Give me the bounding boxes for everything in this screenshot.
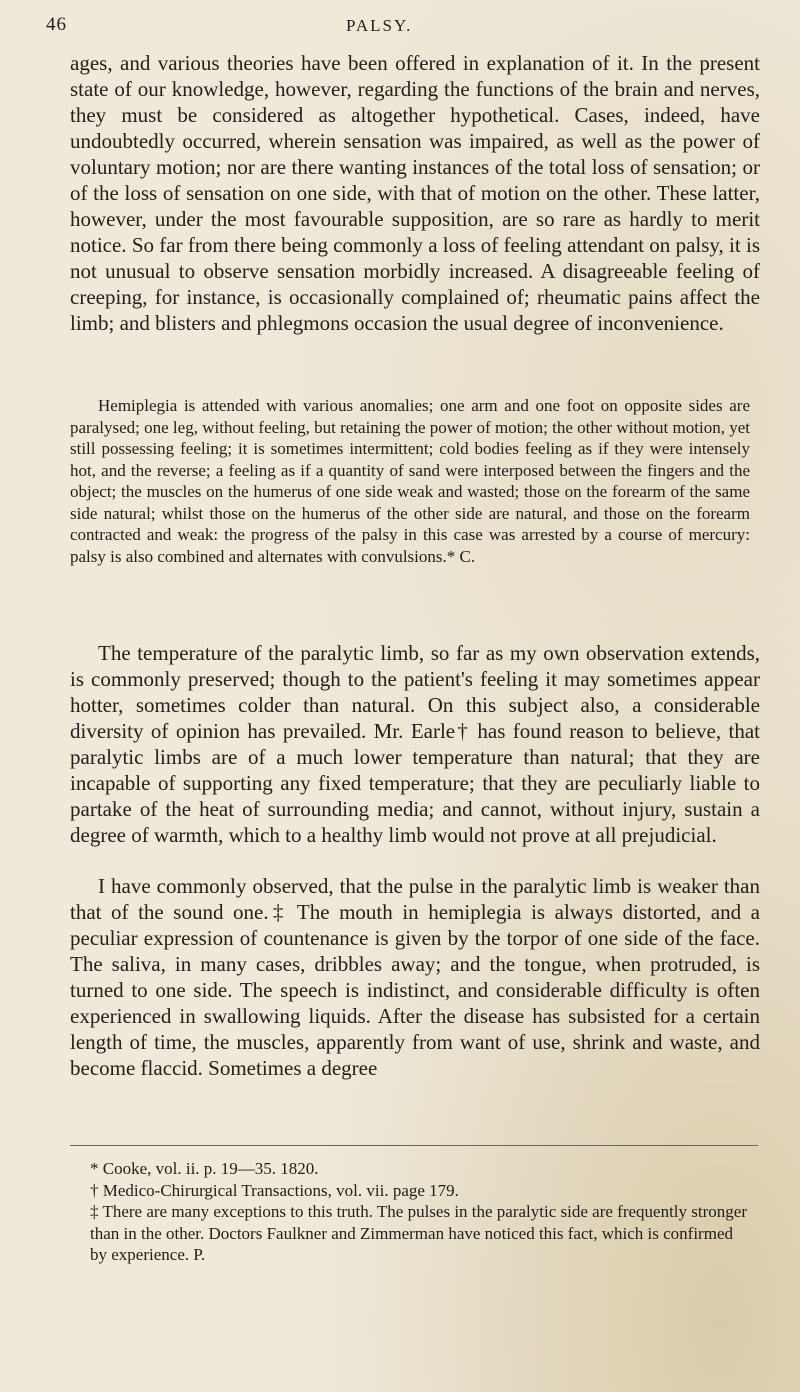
footnote-2: † Medico-Chirurgical Transactions, vol. vii. page 179.	[90, 1180, 459, 1200]
paragraph-2: Hemiplegia is attended with various anomalies; one arm and one foot on opposite sides are paralysed; one leg, without feeling, but retaining the power of motion; the other without motion, yet still possessing feeling; it is sometimes intermittent; cold bodies feeling as if they were intensely hot, and the reverse; a feeling as if a quantity of sand were interposed between the fingers and the object; the muscles on the humerus of one side weak and wasted; those on the forearm of the same side natural; whilst those on the humerus of the other side are natural, and those on the forearm contracted and weak: the progress of the palsy in this case was arrested by a course of mercury: palsy is also combined and alternates with convulsions.* C.	[70, 396, 750, 566]
footnote-divider	[70, 1145, 758, 1146]
paragraph-4: I have commonly observed, that the pulse in the paralytic limb is weaker than that of the sound one.‡ The mouth in hemiplegia is always distorted, and a peculiar expression of countenance is given by the torpor of one side of the face. The saliva, in many cases, dribbles away; and the tongue, when protruded, is turned to one side. The speech is indistinct, and considerable difficulty is often experienced in swallowing liquids. After the disease has subsisted for a certain length of time, the muscles, apparently from want of use, shrink and waste, and become flaccid. Sometimes a degree	[70, 874, 760, 1080]
footnotes	[90, 1158, 750, 1266]
page-number: 46	[46, 14, 67, 35]
paragraph-1: ages, and various theories have been offered in explanation of it. In the present state of our knowledge, however, regarding the functions of the brain and nerves, they must be considered as altogether hypothetical. Cases, indeed, have undoubtedly occurred, wherein sensation was impaired, as well as the power of voluntary motion; nor are there wanting instances of the total loss of sensation; or of the loss of sensation on one side, with that of motion on the other. These latter, however, under the most favourable supposition, are so rare as hardly to merit notice. So far from there being commonly a loss of feeling attendant on palsy, it is not unusual to observe sensation morbidly increased. A disagreeable feeling of creeping, for instance, is occasionally complained of; rheumatic pains affect the limb; and blisters and phlegmons occasion the usual degree of inconvenience.	[70, 51, 760, 335]
footnote-3: ‡ There are many exceptions to this truth. The pulses in the paralytic side are frequently stronger than in the other. Doctors Faulkner and Zimmerman have noticed this fact, which is confirmed by experience. P.	[90, 1202, 747, 1264]
footnote-1: * Cooke, vol. ii. p. 19—35. 1820.	[90, 1159, 319, 1178]
running-head: PALSY.	[346, 16, 413, 35]
page-header	[46, 12, 746, 38]
paragraph-3: The temperature of the paralytic limb, so far as my own observation extends, is commonly preserved; though to the patient's feeling it may sometimes appear hotter, sometimes colder than natural. On this subject also, a considerable diversity of opinion has prevailed. Mr. Earle† has found reason to believe, that paralytic limbs are of a much lower temperature than natural; that they are incapable of supporting any fixed temperature; that they are peculiarly liable to partake of the heat of surrounding media; and cannot, without injury, sustain a degree of warmth, which to a healthy limb would not prove at all prejudicial.	[70, 641, 760, 847]
